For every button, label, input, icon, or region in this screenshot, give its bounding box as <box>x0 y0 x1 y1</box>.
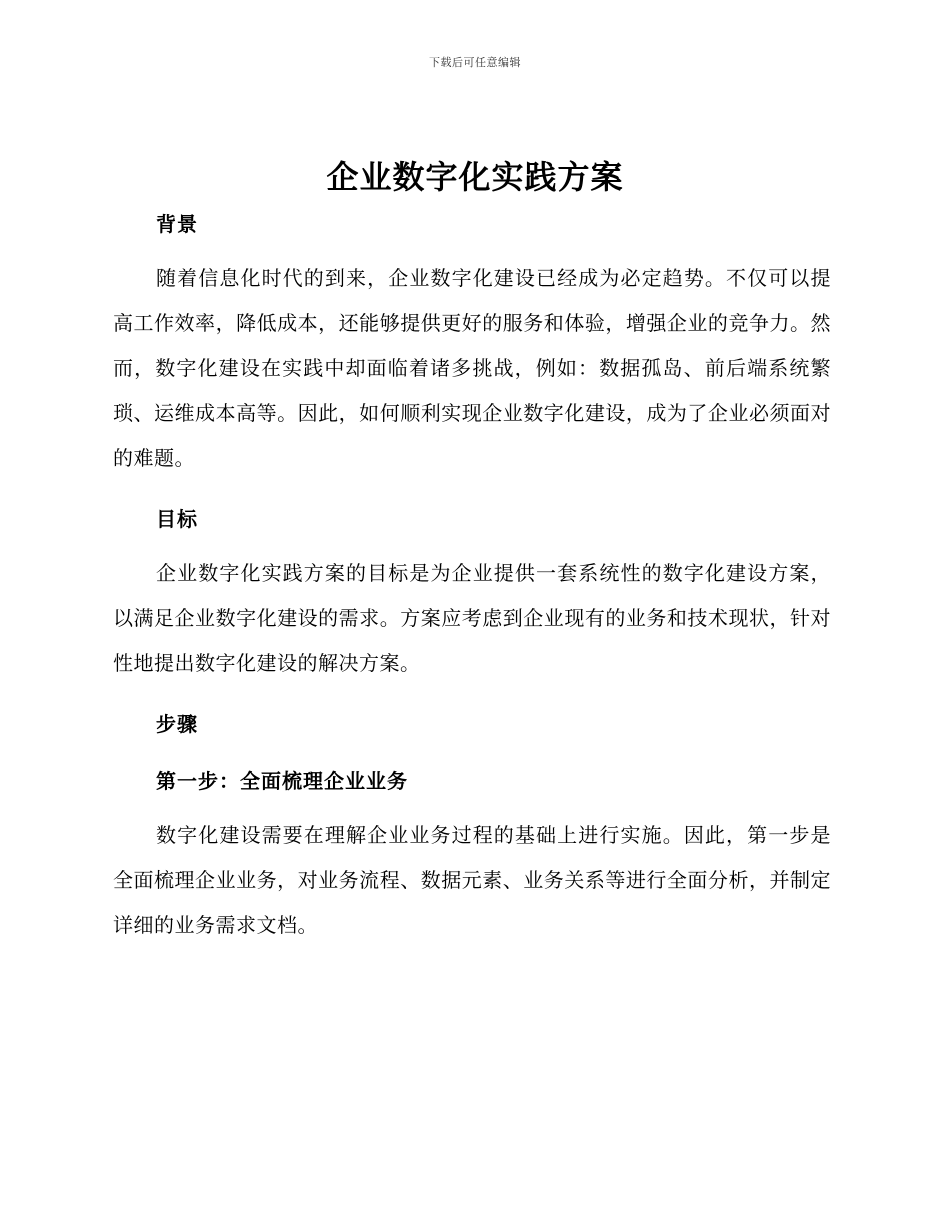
section-heading-steps: 步骤 <box>156 712 198 736</box>
paragraph-goal: 企业数字化实践方案的目标是为企业提供一套系统性的数字化建设方案，以满足企业数字化建设的需求。方案应考虑到企业现有的业务和技术现状，针对性地提出数字化建设的解决方案。 <box>113 561 831 675</box>
paragraph-background: 随着信息化时代的到来，企业数字化建设已经成为必定趋势。不仅可以提高工作效率，降低成本，还能够提供更好的服务和体验，增强企业的竞争力。然而，数字化建设在实践中却面临着诸多挑战，例如：数据孤岛、前后端系统繁琐、运维成本高等。因此，如何顺利实现企业数字化建设，成为了企业必须面对的难题。 <box>113 266 831 470</box>
section-heading-background: 背景 <box>156 212 198 236</box>
page-header-note: 下载后可任意编辑 <box>429 56 521 69</box>
document-title: 企业数字化实践方案 <box>326 158 624 196</box>
subheading-step-1: 第一步：全面梳理企业业务 <box>156 769 408 793</box>
paragraph-step-1: 数字化建设需要在理解企业业务过程的基础上进行实施。因此，第一步是全面梳理企业业务，对业务流程、数据元素、业务关系等进行全面分析，并制定详细的业务需求文档。 <box>113 823 831 937</box>
section-heading-goal: 目标 <box>156 507 198 531</box>
